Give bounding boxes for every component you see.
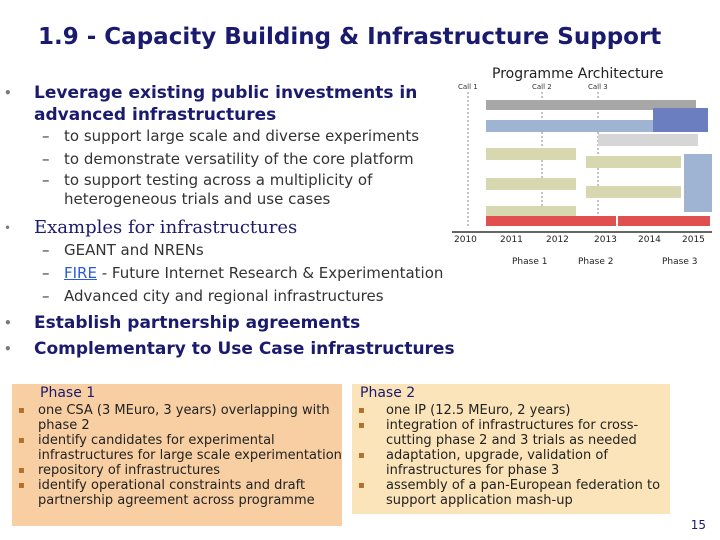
page-title: 1.9 - Capacity Building & Infrastructure Support	[38, 24, 662, 50]
bullet-partnership	[4, 312, 361, 334]
year-label: 2014	[638, 235, 661, 245]
call-3-label: Call 3	[588, 83, 608, 91]
phase-2-heading: Phase 2	[360, 385, 416, 401]
bullet-dot: •	[4, 86, 12, 100]
list-item: ▪ repository of infrastructures	[18, 463, 221, 478]
year-label: 2013	[594, 235, 617, 245]
diagram-title: Programme Architecture	[492, 66, 664, 82]
sub-bullet: – GEANT and NRENs	[42, 241, 204, 259]
list-item-text: repository of infrastructures	[38, 463, 221, 478]
diagram-bar	[586, 156, 681, 168]
programme-architecture-diagram	[448, 62, 716, 267]
phase-1-list	[12, 403, 342, 508]
list-item-text: adaptation, upgrade, validation of infrastructures for phase 3	[386, 448, 608, 478]
year-label: 2012	[546, 235, 569, 245]
bullet-dot: •	[4, 316, 12, 330]
diagram-bar	[598, 134, 698, 146]
bullet-leverage-text: Leverage existing public investments in advanced infrastructures	[34, 83, 418, 125]
sub-bullet: – to support testing across a multiplicity of heterogeneous trials and use cases	[42, 171, 373, 208]
year-label: 2015	[682, 235, 705, 245]
call-1-label: Call 1	[458, 83, 478, 91]
diagram-bar	[684, 154, 712, 212]
page-number: 15	[690, 518, 706, 532]
year-label: 2010	[454, 235, 477, 245]
fire-link[interactable]: FIRE	[64, 264, 97, 282]
list-item: ▪ one CSA (3 MEuro, 3 years) overlapping with phase 2	[18, 403, 330, 433]
diagram-bar	[653, 108, 708, 132]
list-item-text: one IP (12.5 MEuro, 2 years)	[386, 403, 571, 418]
bullet-complementary-text: Complementary to Use Case infrastructures	[34, 339, 455, 359]
bullet-dot: •	[4, 221, 12, 235]
list-item-text: identify candidates for experimental infrastructures for large scale experimentation	[38, 433, 342, 463]
list-item-text: integration of infrastructures for cross-cutting phase 2 and 3 trials as needed	[386, 418, 639, 448]
list-item: ▪ identify operational constraints and draft partnership agreement across programme	[18, 478, 315, 508]
phase-2-box	[352, 384, 670, 514]
diagram-bar	[586, 186, 681, 198]
list-item: ▪ integration of infrastructures for cross-cutting phase 2 and 3 trials as needed	[358, 418, 639, 448]
year-label: 2011	[500, 235, 523, 245]
bullet-partnership-text: Establish partnership agreements	[34, 313, 361, 333]
diagram-bar	[618, 216, 710, 226]
phase-label: Phase 2	[578, 257, 614, 267]
sub-bullet-text: to demonstrate versatility of the core platform	[64, 150, 414, 168]
diagram-bar	[486, 216, 616, 226]
sub-bullet-text: GEANT and NRENs	[64, 241, 204, 259]
bullet-dot: •	[4, 342, 12, 356]
sub-bullet: – to demonstrate versatility of the core platform	[42, 150, 414, 168]
bullet-examples	[4, 217, 298, 239]
list-item-text: assembly of a pan-European federation to support application mash-up	[386, 478, 661, 508]
sub-bullet-text: to support large scale and diverse experiments	[64, 127, 420, 145]
sub-bullet-text: - Future Internet Research & Experimentation	[96, 264, 444, 282]
phase-label: Phase 3	[662, 257, 698, 267]
phase-2-list	[352, 403, 670, 508]
diagram-bar	[486, 178, 576, 190]
list-item-text: one CSA (3 MEuro, 3 years) overlapping with phase 2	[38, 403, 330, 433]
phase-label: Phase 1	[512, 257, 548, 267]
sub-bullet-text: Advanced city and regional infrastructures	[64, 287, 384, 305]
list-item-text: identify operational constraints and draft partnership agreement across programme	[38, 478, 315, 508]
bullet-complementary	[4, 338, 455, 360]
diagram-bar	[486, 148, 576, 160]
list-item: ▪ assembly of a pan-European federation to support application mash-up	[358, 478, 661, 508]
sub-bullet: – to support large scale and diverse experiments	[42, 127, 420, 145]
list-item: ▪ one IP (12.5 MEuro, 2 years)	[358, 403, 571, 418]
list-item: ▪ identify candidates for experimental infrastructures for large scale experimentation	[18, 433, 342, 463]
bullet-examples-text: Examples for infrastructures	[34, 217, 298, 238]
call-2-label: Call 2	[532, 83, 552, 91]
list-item: ▪ adaptation, upgrade, validation of infrastructures for phase 3	[358, 448, 608, 478]
sub-bullet-text: to support testing across a multiplicity of heterogeneous trials and use cases	[64, 171, 373, 208]
sub-bullet: – FIRE - Future Internet Research & Experimentation	[42, 264, 444, 282]
sub-bullet: – Advanced city and regional infrastructures	[42, 287, 384, 305]
phase-1-box	[12, 384, 342, 526]
bullet-leverage	[4, 82, 454, 126]
phase-1-heading: Phase 1	[40, 385, 96, 401]
